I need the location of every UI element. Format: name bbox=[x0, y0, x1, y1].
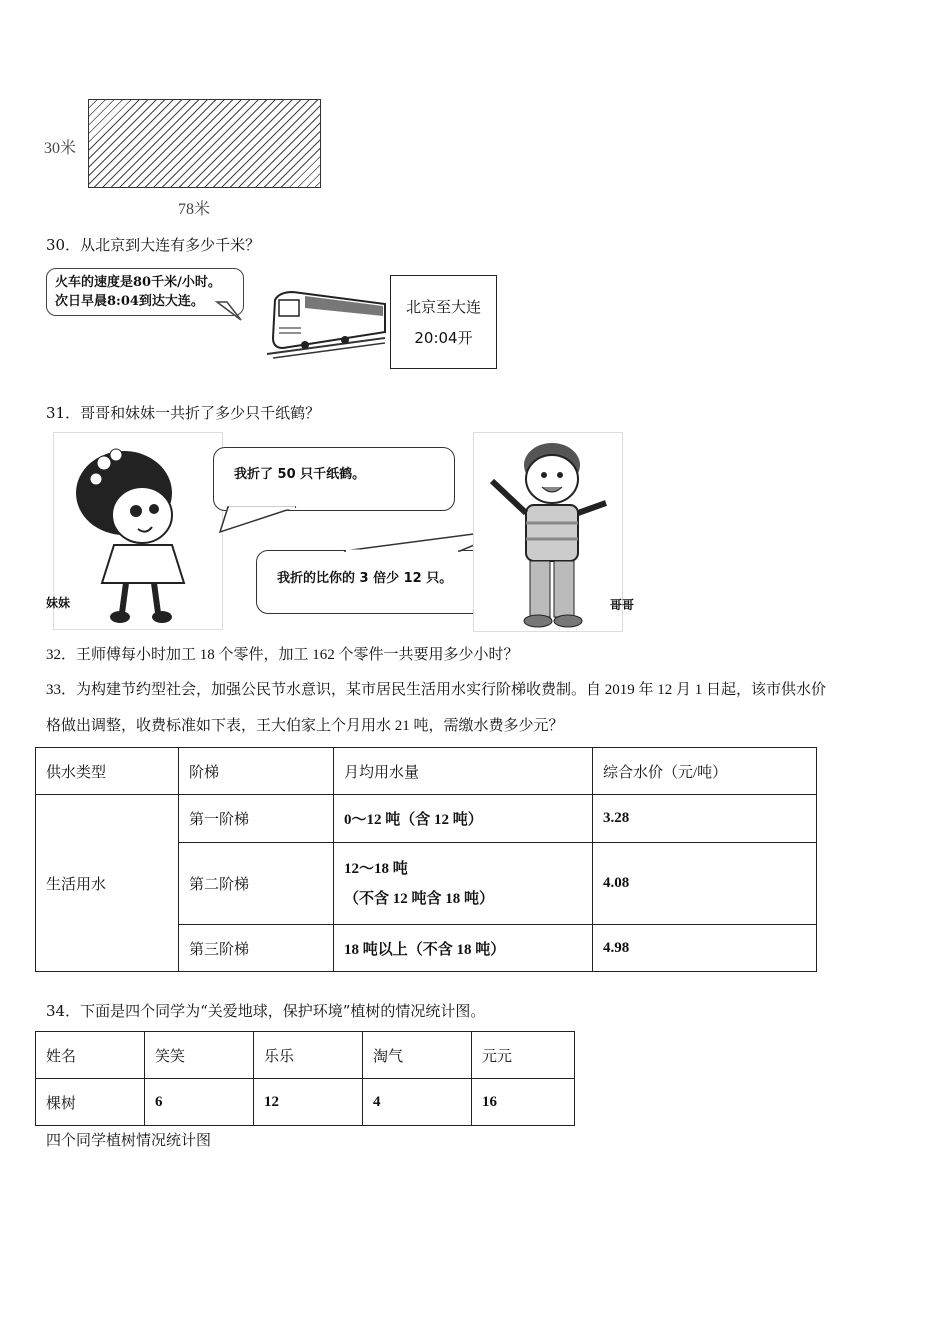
question-number: 32． bbox=[46, 647, 77, 663]
brother-label: 哥哥 bbox=[610, 598, 635, 612]
brother-panel bbox=[473, 432, 623, 632]
tree-planting-table bbox=[35, 1031, 575, 1126]
table-row-counts bbox=[36, 1079, 575, 1126]
sister-label: 妹妹 bbox=[46, 596, 71, 610]
bubble-line-1: 火车的速度是80千米/小时。 bbox=[55, 275, 221, 290]
bubble-tail-icon bbox=[215, 300, 245, 325]
bubble-line-2: 次日早晨8:04到达大连。 bbox=[55, 294, 204, 309]
table-header-row bbox=[36, 748, 817, 795]
tier-cell: 第一阶梯 bbox=[179, 795, 334, 843]
header-cell: 阶梯 bbox=[179, 748, 334, 795]
question-33-line-2: 格做出调整，收费标准如下表，王大伯家上个月用水 21 吨，需缴水费多少元？ bbox=[46, 718, 564, 734]
header-cell: 月均用水量 bbox=[334, 748, 593, 795]
supply-type-cell: 生活用水 bbox=[36, 795, 179, 972]
tier-cell: 第三阶梯 bbox=[179, 925, 334, 972]
hatched-rectangle-figure bbox=[88, 99, 321, 188]
question-text: 哥哥和妹妹一共折了多少只千纸鹤？ bbox=[80, 404, 321, 422]
count-cell: 4 bbox=[363, 1079, 472, 1126]
usage-cell: 0～12 吨（含 12 吨） bbox=[334, 795, 593, 843]
header-cell: 供水类型 bbox=[36, 748, 179, 795]
sister-speech-text: 我折了 50 只千纸鹤。 bbox=[234, 467, 366, 482]
sign-route: 北京至大连 bbox=[405, 298, 481, 316]
question-31 bbox=[46, 403, 320, 423]
count-cell: 12 bbox=[254, 1079, 363, 1126]
sister-speech-bubble bbox=[213, 447, 455, 511]
brother-speech-bubble bbox=[256, 550, 500, 614]
name-cell: 笑笑 bbox=[145, 1032, 254, 1079]
departure-sign bbox=[390, 275, 497, 369]
question-text: 下面是四个同学为“关爱地球，保护环境”植树的情况统计图。 bbox=[80, 1002, 486, 1020]
question-34 bbox=[46, 1001, 485, 1021]
question-number: 33． bbox=[46, 682, 77, 698]
usage-cell bbox=[334, 843, 593, 925]
tier-cell: 第二阶梯 bbox=[179, 843, 334, 925]
question-text-line-1: 为构建节约型社会，加强公民节水意识，某市居民生活用水实行阶梯收费制。自 2019 年 12 月 1 日起，该市供水价 bbox=[76, 682, 827, 698]
name-cell: 乐乐 bbox=[254, 1032, 363, 1079]
rectangle-height-label: 30米 bbox=[44, 140, 77, 157]
price-cell: 4.98 bbox=[593, 925, 817, 972]
header-cell: 姓名 bbox=[36, 1032, 145, 1079]
water-price-table bbox=[35, 747, 817, 972]
table-row bbox=[36, 795, 817, 843]
usage-note: （不含 12 吨含 18 吨） bbox=[344, 890, 495, 907]
name-cell: 淘气 bbox=[363, 1032, 472, 1079]
brother-speech-text: 我折的比你的 3 倍少 12 只。 bbox=[277, 571, 453, 586]
price-cell: 3.28 bbox=[593, 795, 817, 843]
question-32 bbox=[46, 645, 519, 665]
price-cell: 4.08 bbox=[593, 843, 817, 925]
usage-cell: 18 吨以上（不含 18 吨） bbox=[334, 925, 593, 972]
question-number: 30． bbox=[46, 236, 81, 254]
sign-departure-time: 20:04开 bbox=[414, 329, 473, 347]
table-row-names bbox=[36, 1032, 575, 1079]
header-cell: 棵树 bbox=[36, 1079, 145, 1126]
train-icon bbox=[265, 288, 390, 360]
question-text: 王师傅每小时加工 18 个零件，加工 162 个零件一共要用多少小时？ bbox=[76, 647, 519, 663]
question-number: 34． bbox=[46, 1002, 81, 1020]
girl-illustration-icon bbox=[54, 433, 222, 629]
sister-panel bbox=[53, 432, 223, 630]
question-text: 从北京到大连有多少千米？ bbox=[80, 236, 261, 254]
chart-title: 四个同学植树情况统计图 bbox=[46, 1131, 212, 1149]
sister-bubble-tail-icon bbox=[218, 506, 298, 536]
usage-range: 12～18 吨 bbox=[344, 860, 408, 877]
header-cell: 综合水价（元/吨） bbox=[593, 748, 817, 795]
question-33 bbox=[46, 680, 826, 700]
question-number: 31． bbox=[46, 404, 81, 422]
count-cell: 6 bbox=[145, 1079, 254, 1126]
rectangle-width-label: 78米 bbox=[178, 201, 211, 218]
count-cell: 16 bbox=[472, 1079, 575, 1126]
name-cell: 元元 bbox=[472, 1032, 575, 1079]
question-30 bbox=[46, 235, 260, 255]
boy-illustration-icon bbox=[474, 433, 622, 631]
